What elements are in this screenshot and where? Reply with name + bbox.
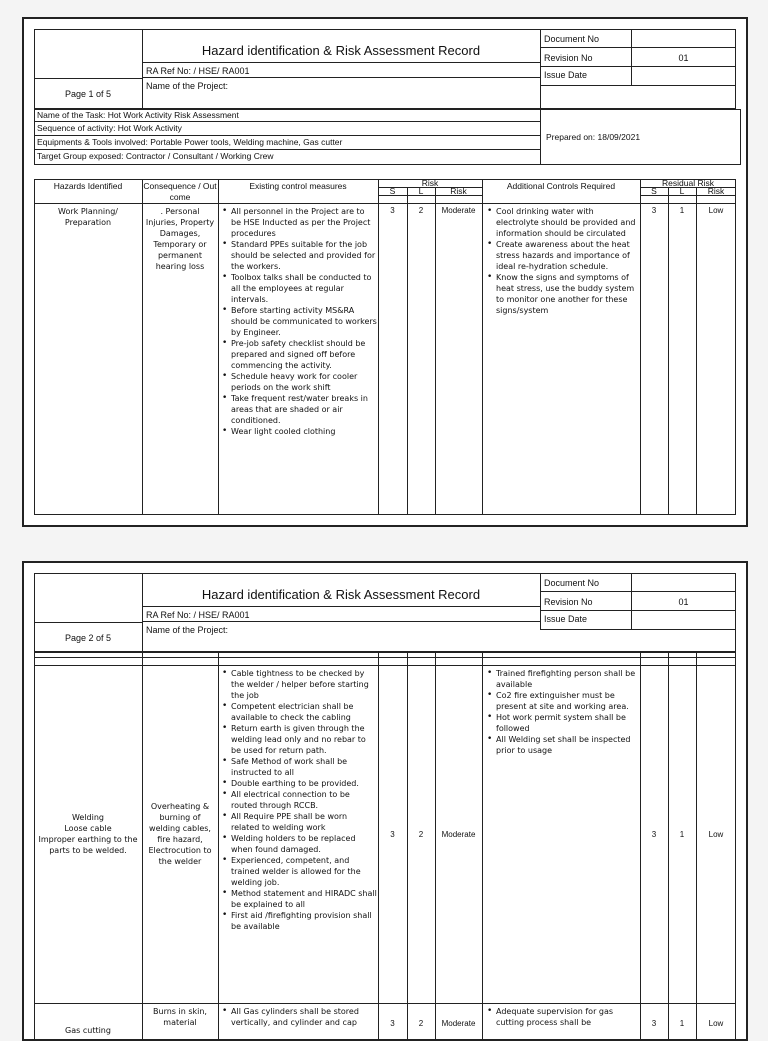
existing-control-item: • All Require PPE shall be worn related to welding work [231, 811, 377, 833]
row1-existing-controls [221, 206, 377, 437]
row3-risk: Moderate [441, 1019, 476, 1028]
row3-residual-risk: Low [708, 1019, 724, 1028]
ra-ref: RA Ref No: / HSE/ RA001 [146, 66, 250, 76]
col-existing-controls: Existing control measures [249, 181, 347, 191]
revision-no-label: Revision No [544, 597, 593, 607]
row1-risk: Moderate [441, 206, 476, 215]
document-title: Hazard identification & Risk Assessment Record [201, 587, 481, 602]
existing-control-item: • Welding holders to be replaced when found damaged. [231, 833, 377, 855]
row3-additional-controls [486, 1006, 638, 1028]
col-additional-controls: Additional Controls Required [506, 181, 616, 191]
task-name: Name of the Task: Hot Work Activity Risk Assessment [37, 110, 239, 120]
row1-l: 2 [418, 206, 424, 215]
project-name-label: Name of the Project: [146, 81, 229, 91]
existing-control-item: • Double earthing to be provided. [231, 778, 377, 789]
existing-control-item: • All Gas cylinders shall be stored vertically, and cylinder and cap [231, 1006, 377, 1028]
existing-control-item: • Cable tightness to be checked by the welder / helper before starting the job [231, 668, 377, 701]
row2-hazard: Welding Loose cable Improper earthing to the parts to be welded. [38, 813, 138, 855]
row2-risk: Moderate [441, 829, 476, 839]
existing-control-item: • Wear light cooled clothing [231, 426, 377, 437]
additional-control-item: • Know the signs and symptoms of heat stress, use the buddy system to monitor one another for these signs/system [496, 272, 638, 316]
existing-control-item: • Take frequent rest/water breaks in areas that are shaded or air conditioned. [231, 393, 377, 426]
document-title: Hazard identification & Risk Assessment Record [201, 43, 481, 58]
row3-s: 3 [390, 1019, 395, 1028]
additional-control-item: • Trained firefighting person shall be available [496, 668, 638, 690]
existing-control-item: • Before starting activity MS&RA should be communicated to workers by Engineer. [231, 305, 377, 338]
page-number: Page 2 of 5 [64, 633, 112, 643]
row1-residual-s: 3 [651, 206, 657, 215]
row3-hazard: Gas cutting [65, 1026, 111, 1035]
existing-control-item: • Schedule heavy work for cooler periods on the work shift [231, 371, 377, 393]
existing-control-item: • Pre-job safety checklist should be prepared and signed off before commencing the activity. [231, 338, 377, 371]
document-no-label: Document No [544, 578, 600, 588]
document-page-1 [22, 17, 748, 527]
existing-control-item: • Return earth is given through the welding lead only and no rebar to be used for return path. [231, 723, 377, 756]
additional-control-item: • Adequate supervision for gas cutting process shall be [496, 1006, 638, 1028]
document-no-label: Document No [544, 34, 600, 44]
row2-s: 3 [390, 829, 395, 839]
additional-control-item: • Hot work permit system shall be followed [496, 712, 638, 734]
row2-residual-risk: Low [708, 829, 724, 839]
existing-control-item: • Method statement and HIRADC shall be explained to all [231, 888, 377, 910]
col-residual-risk-level: Risk [707, 186, 725, 196]
row1-hazard: Work Planning/ Preparation [58, 207, 118, 227]
col-residual-l: L [679, 186, 685, 196]
issue-date-label: Issue Date [544, 614, 588, 624]
existing-control-item: • Standard PPEs suitable for the job should be selected and provided for the workers. [231, 239, 377, 272]
col-risk: Risk [421, 178, 439, 188]
prepared-on: Prepared on: 18/09/2021 [546, 132, 641, 142]
row3-existing-controls [221, 1006, 377, 1028]
existing-control-item: • All electrical connection to be routed through RCCB. [231, 789, 377, 811]
col-risk-l: L [418, 186, 424, 196]
row3-residual-s: 3 [651, 1019, 657, 1028]
additional-control-item: • Co2 fire extinguisher must be present at site and working area. [496, 690, 638, 712]
row2-residual-l: 1 [679, 829, 685, 839]
revision-no-value: 01 [678, 53, 689, 63]
existing-control-item: • Toolbox talks shall be conducted to all the employees at regular intervals. [231, 272, 377, 305]
row3-consequence: Burns in skin, material [153, 1007, 207, 1027]
issue-date-label: Issue Date [544, 70, 588, 80]
page-number: Page 1 of 5 [64, 89, 112, 99]
row2-l: 2 [418, 829, 424, 839]
document-page-2 [22, 561, 748, 1041]
col-consequence: Consequence / Out come [143, 181, 217, 202]
activity-sequence: Sequence of activity: Hot Work Activity [37, 123, 182, 133]
row1-residual-l: 1 [679, 206, 685, 215]
col-risk-s: S [389, 186, 396, 196]
existing-control-item: • Experienced, competent, and trained welder is allowed for the welding job. [231, 855, 377, 888]
row1-consequence: . Personal Injuries, Property Damages, Temporary or permanent hearing loss [145, 207, 215, 271]
project-name-label: Name of the Project: [146, 625, 229, 635]
additional-control-item: • All Welding set shall be inspected prior to usage [496, 734, 638, 756]
target-group: Target Group exposed: Contractor / Consultant / Working Crew [37, 151, 274, 161]
col-hazards: Hazards Identified [53, 181, 123, 191]
row2-residual-s: 3 [651, 829, 657, 839]
col-residual-s: S [651, 186, 657, 196]
col-residual-risk: Residual Risk [662, 178, 714, 188]
equipment-tools: Equipments & Tools involved: Portable Power tools, Welding machine, Gas cutter [37, 137, 343, 147]
row3-residual-l: 1 [679, 1019, 685, 1028]
col-risk-level: Risk [450, 186, 467, 196]
row1-additional-controls [486, 206, 638, 316]
existing-control-item: • Competent electrician shall be available to check the cabling [231, 701, 377, 723]
row2-existing-controls [221, 668, 377, 932]
additional-control-item: • Cool drinking water with electrolyte should be provided and information should be circulated [496, 206, 638, 239]
existing-control-item: • First aid /firefighting provision shall be available [231, 910, 377, 932]
revision-no-value: 01 [678, 597, 689, 607]
row2-additional-controls [486, 668, 638, 756]
ra-ref: RA Ref No: / HSE/ RA001 [146, 610, 250, 620]
row1-residual-risk: Low [708, 206, 724, 215]
existing-control-item: • Safe Method of work shall be instructed to all [231, 756, 377, 778]
revision-no-label: Revision No [544, 53, 593, 63]
row1-s: 3 [390, 206, 395, 215]
row3-l: 2 [418, 1019, 424, 1028]
existing-control-item: • All personnel in the Project are to be HSE Inducted as per the Project procedures [231, 206, 377, 239]
row2-consequence: Overheating & burning of welding cables, fire hazard, Electrocution to the welder [148, 802, 212, 866]
additional-control-item: • Create awareness about the heat stress hazards and importance of ideal re-hydration schedule. [496, 239, 638, 272]
